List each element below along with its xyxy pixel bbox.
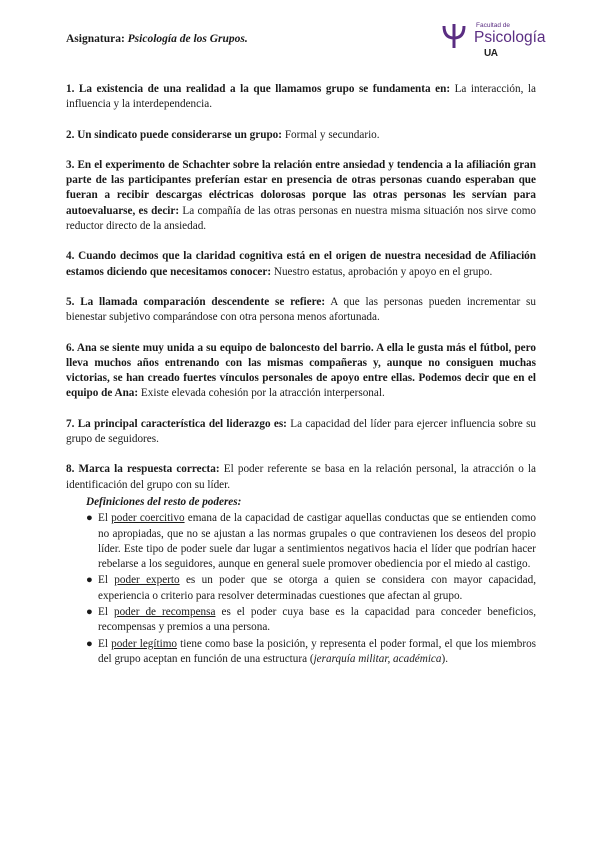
question-prompt: 8. Marca la respuesta correcta: <box>66 463 220 476</box>
question-prompt: 3. En el experimento de Schachter sobre la relación entre ansiedad y tendencia a la afiliación gran parte de las participantes preferían estar en presencia de otras personas cuando esperaban que fueran a recibir descargas eléctricas dolorosas porque las otras personas les servían para autoevaluarse, es decir: <box>66 158 536 217</box>
definition-pre: El <box>98 606 108 619</box>
bullet-icon: ● <box>86 637 93 650</box>
definition-italic: jerarquía militar, académica <box>313 652 442 665</box>
subject-header <box>66 33 248 45</box>
question-4 <box>66 249 536 280</box>
definition-term: poder experto <box>114 574 180 587</box>
question-answer: La compañía de las otras personas en nuestra misma situación nos sirve como reductor directo de la ansiedad. <box>66 204 537 233</box>
question-prompt: 6. Ana se siente muy unida a su equipo de baloncesto del barrio. A ella le gusta más el fútbol, pero lleva muchos años entrenando con las mismas compañeras y, aunque no consiguen muchas victorias, se han creado fuertes vínculos personales de apoyo entre ellas. Podemos decir que en el equipo de Ana: <box>66 341 536 400</box>
definition-item <box>86 511 536 572</box>
question-7 <box>66 417 536 448</box>
definition-pre: El <box>98 637 108 650</box>
question-1 <box>66 82 536 113</box>
definition-tail: ). <box>441 652 449 665</box>
definition-term: poder de recompensa <box>113 606 216 619</box>
question-prompt: 1. La existencia de una realidad a la que llamamos grupo se fundamenta en: <box>66 83 451 95</box>
bullet-icon: ● <box>86 574 93 587</box>
definitions-title: Definiciones del resto de poderes: <box>86 495 242 508</box>
definition-pre: El <box>98 512 108 525</box>
question-answer: A que las personas pueden incrementar su bienestar subjetivo comparándose con otra persona menos afortunada. <box>66 295 536 324</box>
exam-answers <box>66 82 536 668</box>
definition-term: poder coercitivo <box>111 512 185 525</box>
question-answer: El poder referente se basa en la relación personal, la atracción o la identificación del grupo con su líder. <box>66 463 537 491</box>
question-answer: La interacción, la influencia y la interdependencia. <box>66 83 536 111</box>
question-answer: Nuestro estatus, aprobación y apoyo en el grupo. <box>273 265 493 278</box>
bullet-icon: ● <box>86 606 93 619</box>
psi-logo-icon <box>442 22 466 50</box>
definition-text: tiene como base la posición, y representa el poder formal, el que los miembros del grupo aceptan en función de una estructura ( <box>98 637 537 665</box>
question-5 <box>66 295 536 326</box>
definition-text: es un poder que se otorga a quien se considera con mayor capacidad, experiencia o criterio para resolver determinadas cuestiones que afectan al grupo. <box>98 574 536 602</box>
definition-item <box>86 605 536 636</box>
definition-pre: El <box>98 574 108 587</box>
question-answer: La capacidad del líder para ejercer influencia sobre su grupo de seguidores. <box>66 417 537 446</box>
question-prompt: 5. La llamada comparación descendente se refiere: <box>66 295 326 308</box>
definition-item <box>86 637 536 668</box>
question-prompt: 4. Cuando decimos que la claridad cognitiva está en el origen de nuestra necesidad de Afiliación estamos diciendo que necesitamos conocer: <box>66 250 536 278</box>
question-answer: Formal y secundario. <box>284 128 380 141</box>
question-answer: Existe elevada cohesión por la atracción interpersonal. <box>140 387 385 400</box>
faculty-logo <box>442 20 552 62</box>
definition-item <box>86 573 536 604</box>
bullet-icon: ● <box>86 512 93 525</box>
definitions-list <box>66 511 536 667</box>
question-prompt: 7. La principal característica del liderazgo es: <box>66 417 287 430</box>
definition-term: poder legítimo <box>111 637 178 650</box>
subject-label: Asignatura: <box>66 33 125 45</box>
question-6 <box>66 341 536 402</box>
faculty-name: Psicología <box>474 29 546 46</box>
subject-name: Psicología de los Grupos. <box>127 33 248 45</box>
definition-text: emana de la capacidad de castigar aquellas conductas que se entienden como no apropiadas, que no se ajustan a las normas grupales o que contravienen los deseos del propio líder. Este tipo de poder suele dar lugar a sentimientos negativos hacia el líder que podrían hacer rebelarse a los seguidores, aunque en general suele promover obediencia por el miedo al castigo. <box>98 512 537 571</box>
question-prompt: 2. Un sindicato puede considerarse un grupo: <box>66 128 283 141</box>
definition-text: es el poder cuya base es la capacidad para conceder beneficios, recompensas y premios a una persona. <box>98 606 536 634</box>
question-8 <box>66 462 536 493</box>
faculty-small-text: Facultad de <box>476 22 510 29</box>
question-2 <box>66 128 536 143</box>
university-mark: UA <box>484 48 498 59</box>
question-3 <box>66 158 536 234</box>
